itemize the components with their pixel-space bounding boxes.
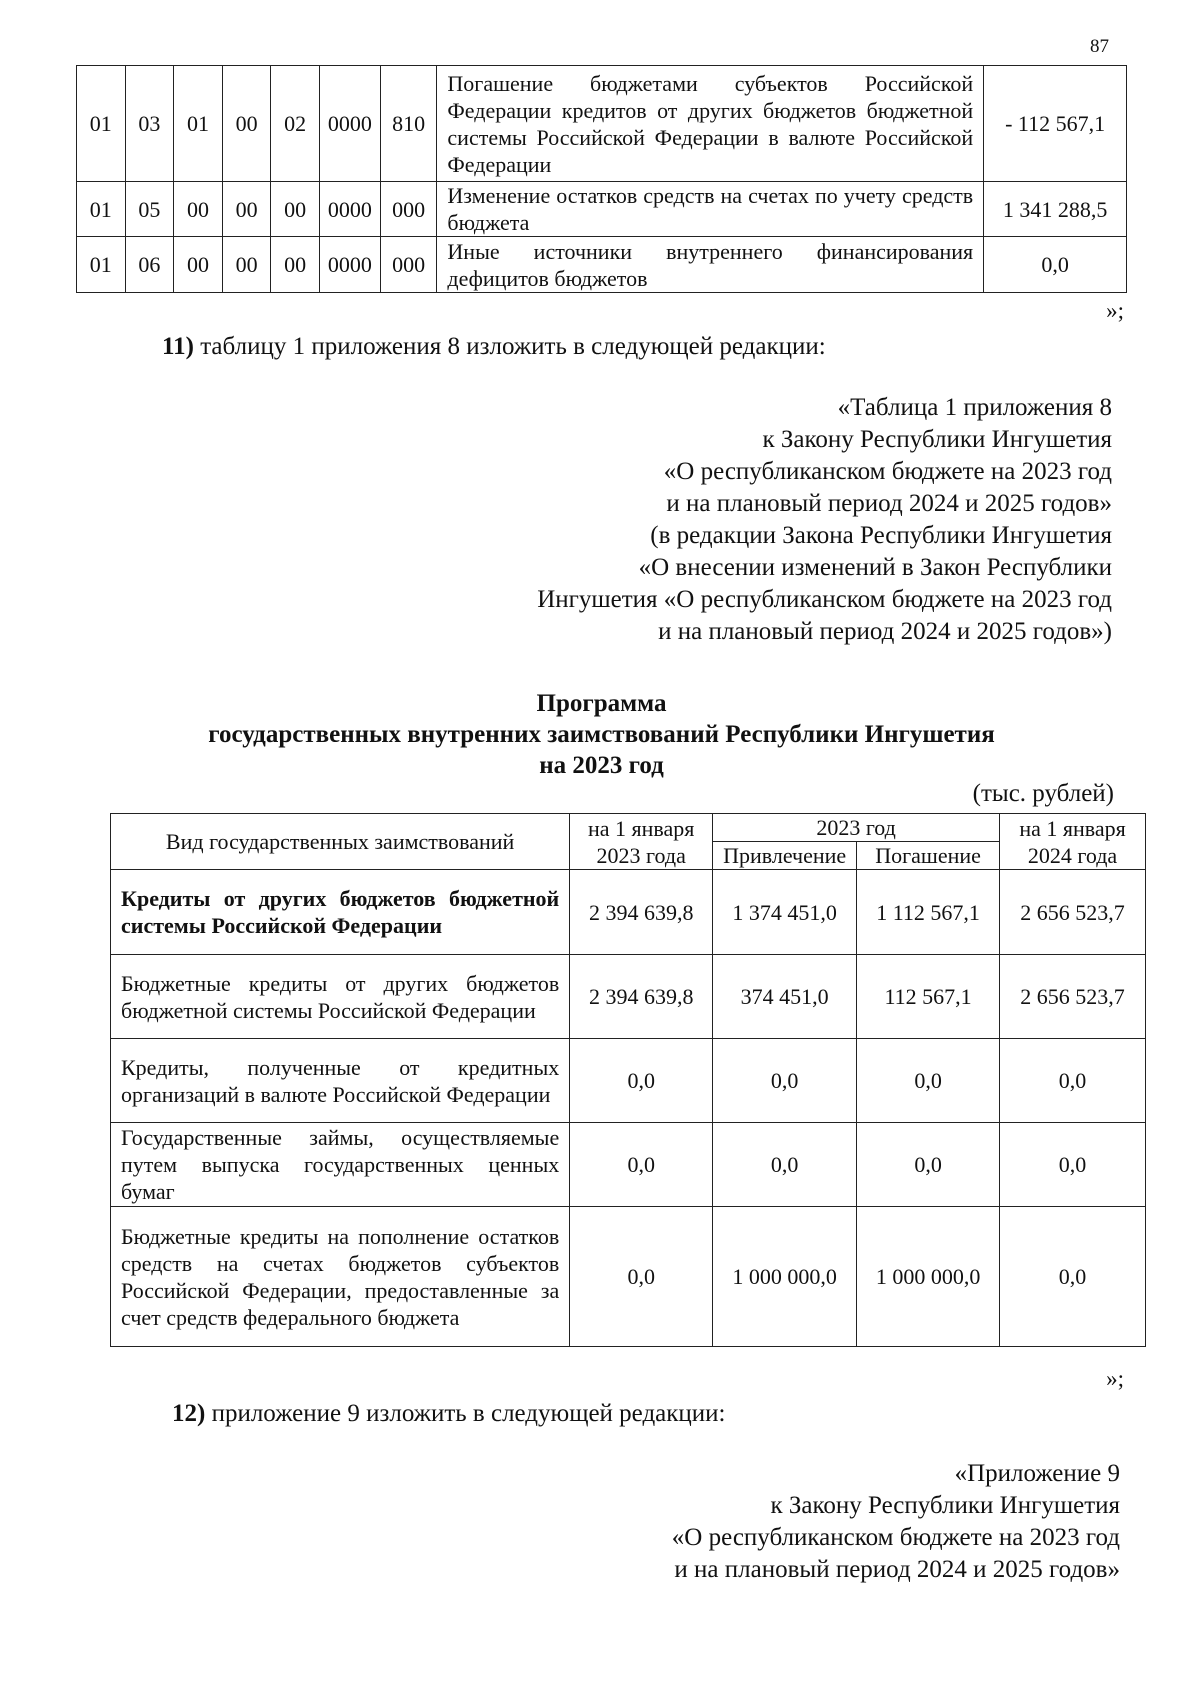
borrowing-type-cell: Кредиты, полученные от кредитных организаций в валюте Российской Федерации xyxy=(111,1039,570,1123)
item-text: таблицу 1 приложения 8 изложить в следующей редакции: xyxy=(193,333,826,360)
code-cell: 000 xyxy=(380,182,437,237)
header-attraction: Привлечение xyxy=(713,842,857,870)
annex-8-header xyxy=(537,392,1112,648)
borrowing-type-cell: Бюджетные кредиты на пополнение остатков средств на счетах бюджетов субъектов Российской Федерации, предоставленные за счет средств федерального бюджета xyxy=(111,1207,570,1347)
page-number: 87 xyxy=(1090,36,1109,57)
closing-quote: »; xyxy=(1106,298,1124,323)
item-12-heading xyxy=(172,1400,726,1428)
code-cell: 810 xyxy=(380,66,437,182)
code-cell: 0000 xyxy=(319,237,380,293)
header-line: к Закону Республики Ингушетия xyxy=(762,426,1112,453)
closing-quote: »; xyxy=(1106,1366,1124,1391)
item-number: 11) xyxy=(162,333,194,360)
unit-label: (тыс. рублей) xyxy=(972,780,1114,807)
code-cell: 000 xyxy=(380,237,437,293)
source-name-cell: Изменение остатков средств на счетах по учету средств бюджета xyxy=(437,182,984,237)
attraction-cell: 1 000 000,0 xyxy=(713,1207,857,1347)
repayment-cell: 0,0 xyxy=(857,1039,1000,1123)
header-line: и на плановый период 2024 и 2025 годов» xyxy=(666,490,1112,517)
end-balance-cell: 2 656 523,7 xyxy=(1000,955,1146,1039)
repayment-cell: 112 567,1 xyxy=(857,955,1000,1039)
end-balance-cell: 0,0 xyxy=(1000,1123,1146,1207)
header-line: «Таблица 1 приложения 8 xyxy=(837,394,1112,421)
code-cell: 00 xyxy=(271,237,320,293)
start-balance-cell: 0,0 xyxy=(570,1123,713,1207)
code-cell: 00 xyxy=(222,237,271,293)
table-row xyxy=(111,1039,1146,1123)
code-cell: 01 xyxy=(77,237,126,293)
attraction-cell: 374 451,0 xyxy=(713,955,857,1039)
attraction-cell: 0,0 xyxy=(713,1039,857,1123)
annex-9-header xyxy=(672,1458,1120,1586)
header-line: «О республиканском бюджете на 2023 год xyxy=(663,458,1112,485)
start-balance-cell: 0,0 xyxy=(570,1039,713,1123)
budget-sources-table xyxy=(76,65,1127,293)
repayment-cell: 1 112 567,1 xyxy=(857,870,1000,955)
code-cell: 01 xyxy=(77,182,126,237)
program-title-line: государственных внутренних заимствований Республики Ингушетия xyxy=(208,721,995,748)
header-year: 2023 год xyxy=(713,814,1000,842)
header-line: и на плановый период 2024 и 2025 годов» xyxy=(674,1556,1120,1583)
program-title-line: Программа xyxy=(536,690,667,717)
borrowing-type-cell: Государственные займы, осуществляемые путем выпуска государственных ценных бумаг xyxy=(111,1123,570,1207)
start-balance-cell: 0,0 xyxy=(570,1207,713,1347)
code-cell: 00 xyxy=(222,182,271,237)
code-cell: 05 xyxy=(125,182,174,237)
amount-cell: 0,0 xyxy=(984,237,1127,293)
end-balance-cell: 2 656 523,7 xyxy=(1000,870,1146,955)
start-balance-cell: 2 394 639,8 xyxy=(570,870,713,955)
code-cell: 03 xyxy=(125,66,174,182)
table-header-row xyxy=(111,814,1146,842)
code-cell: 01 xyxy=(174,66,223,182)
header-line: Ингушетия «О республиканском бюджете на 2023 год xyxy=(537,586,1112,613)
code-cell: 0000 xyxy=(319,66,380,182)
code-cell: 06 xyxy=(125,237,174,293)
header-line: (в редакции Закона Республики Ингушетия xyxy=(650,522,1112,549)
header-start-balance: на 1 января 2023 года xyxy=(570,814,713,870)
end-balance-cell: 0,0 xyxy=(1000,1039,1146,1123)
table-row xyxy=(77,66,1127,182)
attraction-cell: 0,0 xyxy=(713,1123,857,1207)
code-cell: 02 xyxy=(271,66,320,182)
source-name-cell: Погашение бюджетами субъектов Российской Федерации кредитов от других бюджетов бюджетной системы Российской Федерации в валюте Российской Федерации xyxy=(437,66,984,182)
code-cell: 00 xyxy=(271,182,320,237)
table-row xyxy=(111,955,1146,1039)
header-end-balance: на 1 января 2024 года xyxy=(1000,814,1146,870)
header-repayment: Погашение xyxy=(857,842,1000,870)
code-cell: 00 xyxy=(222,66,271,182)
repayment-cell: 0,0 xyxy=(857,1123,1000,1207)
header-borrowing-type: Вид государственных заимствований xyxy=(111,814,570,870)
source-name-cell: Иные источники внутреннего финансирования дефицитов бюджетов xyxy=(437,237,984,293)
code-cell: 00 xyxy=(174,237,223,293)
table-row xyxy=(77,237,1127,293)
header-line: к Закону Республики Ингушетия xyxy=(770,1492,1120,1519)
item-11-heading xyxy=(162,333,826,361)
code-cell: 0000 xyxy=(319,182,380,237)
header-line: «О республиканском бюджете на 2023 год xyxy=(671,1524,1120,1551)
header-line: «О внесении изменений в Закон Республики xyxy=(638,554,1112,581)
end-balance-cell: 0,0 xyxy=(1000,1207,1146,1347)
code-cell: 00 xyxy=(174,182,223,237)
attraction-cell: 1 374 451,0 xyxy=(713,870,857,955)
code-cell: 01 xyxy=(77,66,126,182)
program-title-line: на 2023 год xyxy=(539,752,664,779)
borrowing-type-cell: Кредиты от других бюджетов бюджетной системы Российской Федерации xyxy=(111,870,570,955)
amount-cell: - 112 567,1 xyxy=(984,66,1127,182)
start-balance-cell: 2 394 639,8 xyxy=(570,955,713,1039)
program-title xyxy=(76,688,1127,781)
table-row xyxy=(111,870,1146,955)
repayment-cell: 1 000 000,0 xyxy=(857,1207,1000,1347)
table-row xyxy=(111,1207,1146,1347)
table-row xyxy=(111,1123,1146,1207)
item-number: 12) xyxy=(172,1400,206,1427)
header-line: и на плановый период 2024 и 2025 годов») xyxy=(658,618,1112,645)
item-text: приложение 9 изложить в следующей редакции: xyxy=(205,1400,726,1427)
table-row xyxy=(77,182,1127,237)
borrowing-program-table xyxy=(110,813,1146,1347)
amount-cell: 1 341 288,5 xyxy=(984,182,1127,237)
header-line: «Приложение 9 xyxy=(954,1460,1120,1487)
borrowing-type-cell: Бюджетные кредиты от других бюджетов бюджетной системы Российской Федерации xyxy=(111,955,570,1039)
